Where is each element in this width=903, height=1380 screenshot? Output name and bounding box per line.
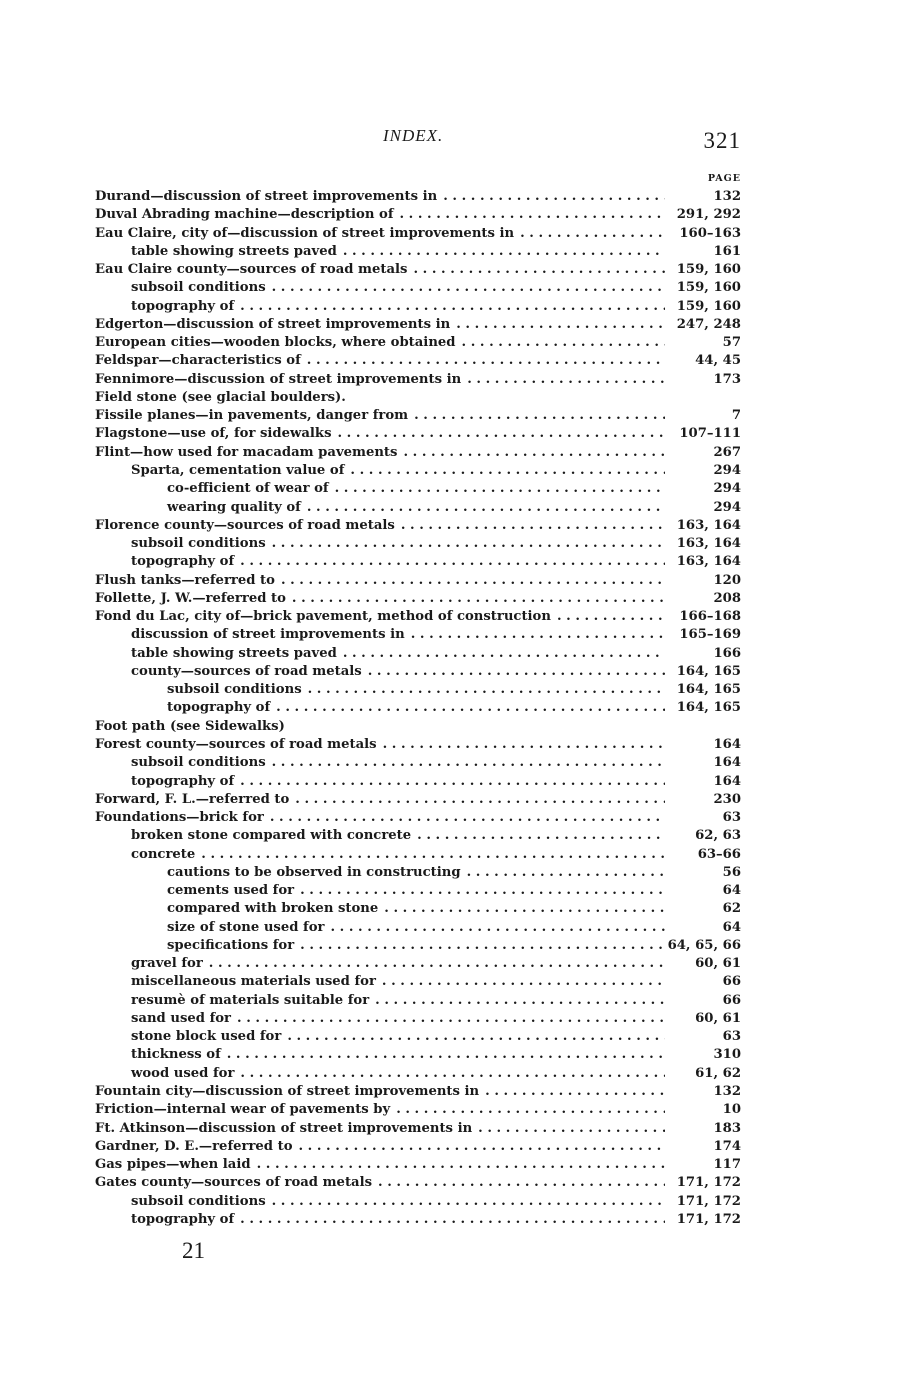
entry-term: Ft. Atkinson—discussion of street improvements in [95,1120,473,1136]
entry-term: miscellaneous materials used for [131,974,376,990]
entry-term: thickness of [131,1047,221,1063]
index-entry [95,371,741,389]
page-number: 321 [703,128,741,153]
entry-term: topography of [131,554,235,570]
entry-term: Fennimore—discussion of street improvements in [95,371,462,387]
entry-term: Eau Claire county—sources of road metals [95,262,408,278]
entry-term: wearing quality of [167,499,301,515]
entry-term: Fountain city—discussion of street improvements in [95,1084,480,1100]
dot-leader [240,1211,665,1229]
entry-pages: 294 [713,499,741,515]
entry-term: subsoil conditions [131,536,266,552]
index-subentry [95,1193,741,1211]
dot-leader [270,809,665,827]
entry-term: Foot path (see Sidewalks) [95,718,285,734]
index-entry [95,1156,741,1174]
dot-leader [403,444,665,462]
index-entry [95,608,741,626]
index-subentry [95,882,741,900]
index-entry [95,736,741,754]
index-entries [95,188,741,1229]
entry-term: table showing streets paved [131,645,337,661]
entry-pages: 61, 62 [695,1065,741,1081]
index-subentry [95,626,741,644]
entry-pages: 166 [713,645,741,661]
dot-leader [300,882,665,900]
entry-pages: 160–163 [679,225,741,241]
index-entry [95,572,741,590]
index-subentry [95,937,741,955]
entry-term: Forest county—sources of road metals [95,736,377,752]
index-entry [95,352,741,370]
entry-term: Eau Claire, city of—discussion of street improvements in [95,225,515,241]
dot-leader [462,334,665,352]
dot-leader [467,864,665,882]
index-entry [95,407,741,425]
page-column-heading: PAGE [707,173,741,184]
dot-leader [201,846,665,864]
entry-term: county—sources of road metals [131,663,362,679]
entry-pages: 247, 248 [676,316,741,332]
entry-pages: 66 [722,974,741,990]
entry-pages: 10 [722,1102,741,1118]
dot-leader [308,681,665,699]
dot-leader [209,955,665,973]
entry-term: broken stone compared with concrete [131,828,412,844]
index-entry [95,225,741,243]
entry-pages: 164 [713,773,741,789]
entry-term: European cities—wooden blocks, where obtained [95,335,456,351]
index-entry [95,334,741,352]
index-entry [95,1120,741,1138]
entry-term: Durand—discussion of street improvements in [95,189,438,204]
entry-pages: 174 [713,1138,741,1154]
entry-term: Fond du Lac, city of—brick pavement, method of construction [95,609,551,625]
dot-leader [257,1156,665,1174]
index-subentry [95,864,741,882]
entry-term: topography of [131,1211,235,1227]
entry-pages: 64, 65, 66 [667,937,741,953]
index-entry [95,1138,741,1156]
entry-pages: 64 [722,919,741,935]
dot-leader [272,535,665,553]
index-subentry [95,681,741,699]
dot-leader [300,937,661,955]
index-subentry [95,1046,741,1064]
index-subentry [95,973,741,991]
entry-pages: 132 [713,189,741,204]
entry-term: cautions to be observed in constructing [167,864,461,880]
running-title: INDEX. [383,126,444,145]
dot-leader [295,791,665,809]
running-header [0,120,903,160]
entry-pages: 310 [713,1047,741,1063]
dot-leader [307,499,665,517]
dot-leader [272,1193,665,1211]
entry-pages: 165–169 [679,627,741,643]
index-subentry [95,699,741,717]
entry-pages: 132 [713,1084,741,1100]
dot-leader [276,699,665,717]
entry-pages: 173 [713,371,741,387]
index-entry [95,718,741,736]
index-subentry [95,1065,741,1083]
entry-term: Gardner, D. E.—referred to [95,1138,293,1154]
entry-term: resumè of materials suitable for [131,992,370,1008]
entry-term: Follette, J. W.—referred to [95,590,286,606]
index-subentry [95,279,741,297]
entry-pages: 117 [713,1157,741,1173]
dot-leader [520,225,665,243]
index-entry [95,188,741,206]
index-entry [95,425,741,443]
index-subentry [95,645,741,663]
entry-pages: 120 [713,572,741,588]
dot-leader [272,279,665,297]
index-entry [95,809,741,827]
entry-pages: 164 [713,755,741,771]
dot-leader [240,773,665,791]
dot-leader [417,827,665,845]
entry-term: Gates county—sources of road metals [95,1175,373,1191]
entry-term: concrete [131,846,196,862]
index-entry [95,261,741,279]
entry-pages: 164, 165 [676,700,741,716]
entry-pages: 208 [713,590,741,606]
entry-pages: 171, 172 [676,1175,741,1191]
entry-pages: 183 [713,1120,741,1136]
index-subentry [95,462,741,480]
entry-term: Flint—how used for macadam pavements [95,444,398,460]
dot-leader [411,626,665,644]
index-subentry [95,480,741,498]
dot-leader [478,1120,665,1138]
dot-leader [335,480,665,498]
index-subentry [95,919,741,937]
index-subentry [95,663,741,681]
entry-pages: 7 [731,408,741,424]
dot-leader [396,1101,665,1119]
entry-pages: 60, 61 [695,1010,741,1026]
dot-leader [557,608,665,626]
dot-leader [240,1065,665,1083]
dot-leader [401,517,665,535]
entry-term: Gas pipes—when laid [95,1157,251,1173]
entry-term: subsoil conditions [131,755,266,771]
entry-pages: 63 [722,1029,741,1045]
entry-term: gravel for [131,956,203,972]
entry-term: subsoil conditions [131,1193,266,1209]
entry-term: cements used for [167,883,295,899]
entry-pages: 161 [713,243,741,259]
index-entry [95,444,741,462]
entry-term: sand used for [131,1010,232,1026]
entry-pages: 56 [722,864,741,880]
entry-pages: 267 [713,444,741,460]
dot-leader [237,1010,665,1028]
entry-pages: 107–111 [679,426,741,442]
index-subentry [95,243,741,261]
index-subentry [95,1010,741,1028]
index-subentry [95,1211,741,1229]
index-entry [95,206,741,224]
entry-term: co-efficient of wear of [167,481,329,497]
entry-pages: 171, 172 [676,1211,741,1227]
index-entry [95,1101,741,1119]
index-subentry [95,1028,741,1046]
dot-leader [299,1138,666,1156]
dot-leader [456,316,665,334]
dot-leader [281,572,665,590]
entry-term: topography of [131,298,235,314]
dot-leader [400,206,666,224]
entry-term: subsoil conditions [167,682,302,698]
dot-leader [292,590,665,608]
dot-leader [272,754,665,772]
entry-term: compared with broken stone [167,901,379,917]
dot-leader [384,900,665,918]
entry-term: Duval Abrading machine—description of [95,207,394,223]
dot-leader [330,919,665,937]
dot-leader [485,1083,665,1101]
index-subentry [95,553,741,571]
entry-term: topography of [167,700,271,716]
dot-leader [227,1046,665,1064]
index-entry [95,791,741,809]
dot-leader [368,663,665,681]
entry-pages: 62, 63 [695,828,741,844]
index-entry [95,1083,741,1101]
index-subentry [95,992,741,1010]
dot-leader [382,973,665,991]
index-entry [95,1174,741,1192]
entry-term: Field stone (see glacial boulders). [95,389,346,405]
index-subentry [95,846,741,864]
entry-term: discussion of street improvements in [131,627,405,643]
dot-leader [414,407,665,425]
entry-pages: 164, 165 [676,682,741,698]
entry-pages: 163, 164 [676,536,741,552]
dot-leader [338,425,666,443]
entry-pages: 44, 45 [695,353,741,369]
dot-leader [350,462,665,480]
entry-term: Foundations—brick for [95,810,264,826]
index-entry [95,316,741,334]
entry-pages: 163, 164 [676,554,741,570]
dot-leader [375,992,665,1010]
entry-term: Edgerton—discussion of street improvements in [95,316,451,332]
entry-pages: 159, 160 [676,262,741,278]
entry-pages: 159, 160 [676,280,741,296]
entry-term: Feldspar—characteristics of [95,353,301,369]
entry-pages: 57 [722,335,741,351]
entry-pages: 60, 61 [695,956,741,972]
entry-term: Flush tanks—referred to [95,572,275,588]
entry-term: wood used for [131,1065,235,1081]
entry-pages: 63–66 [697,846,741,862]
entry-term: Forward, F. L.—referred to [95,791,290,807]
entry-pages: 230 [713,791,741,807]
dot-leader [307,352,665,370]
index-subentry [95,499,741,517]
index-subentry [95,535,741,553]
entry-pages: 166–168 [679,609,741,625]
entry-pages: 62 [722,901,741,917]
entry-term: stone block used for [131,1029,282,1045]
entry-term: Friction—internal wear of pavements by [95,1102,391,1118]
entry-term: size of stone used for [167,919,325,935]
index-entry [95,517,741,535]
entry-pages: 164, 165 [676,663,741,679]
entry-term: Sparta, cementation value of [131,462,345,478]
entry-pages: 159, 160 [676,298,741,314]
entry-term: Flagstone—use of, for sidewalks [95,426,332,442]
entry-term: specifications for [167,937,295,953]
dot-leader [343,243,665,261]
index-subentry [95,827,741,845]
index-entry [95,389,741,407]
entry-pages: 164 [713,736,741,752]
index-entry [95,590,741,608]
index-subentry [95,298,741,316]
entry-pages: 163, 164 [676,517,741,533]
index-subentry [95,955,741,973]
entry-pages: 294 [713,481,741,497]
index-subentry [95,754,741,772]
entry-pages: 294 [713,462,741,478]
entry-pages: 63 [722,810,741,826]
dot-leader [378,1174,665,1192]
index-subentry [95,773,741,791]
entry-term: Fissile planes—in pavements, danger from [95,408,409,424]
dot-leader [343,645,665,663]
entry-term: topography of [131,773,235,789]
dot-leader [287,1028,665,1046]
entry-term: Florence county—sources of road metals [95,517,395,533]
entry-pages: 171, 172 [676,1193,741,1209]
dot-leader [467,371,665,389]
entry-term: subsoil conditions [131,280,266,296]
index-subentry [95,900,741,918]
dot-leader [413,261,665,279]
entry-pages: 64 [722,883,741,899]
dot-leader [240,553,665,571]
entry-pages: 291, 292 [676,207,741,223]
dot-leader [443,188,665,206]
signature-mark: 21 [182,1238,205,1263]
entry-pages: 66 [722,992,741,1008]
dot-leader [240,298,665,316]
entry-term: table showing streets paved [131,243,337,259]
dot-leader [383,736,665,754]
